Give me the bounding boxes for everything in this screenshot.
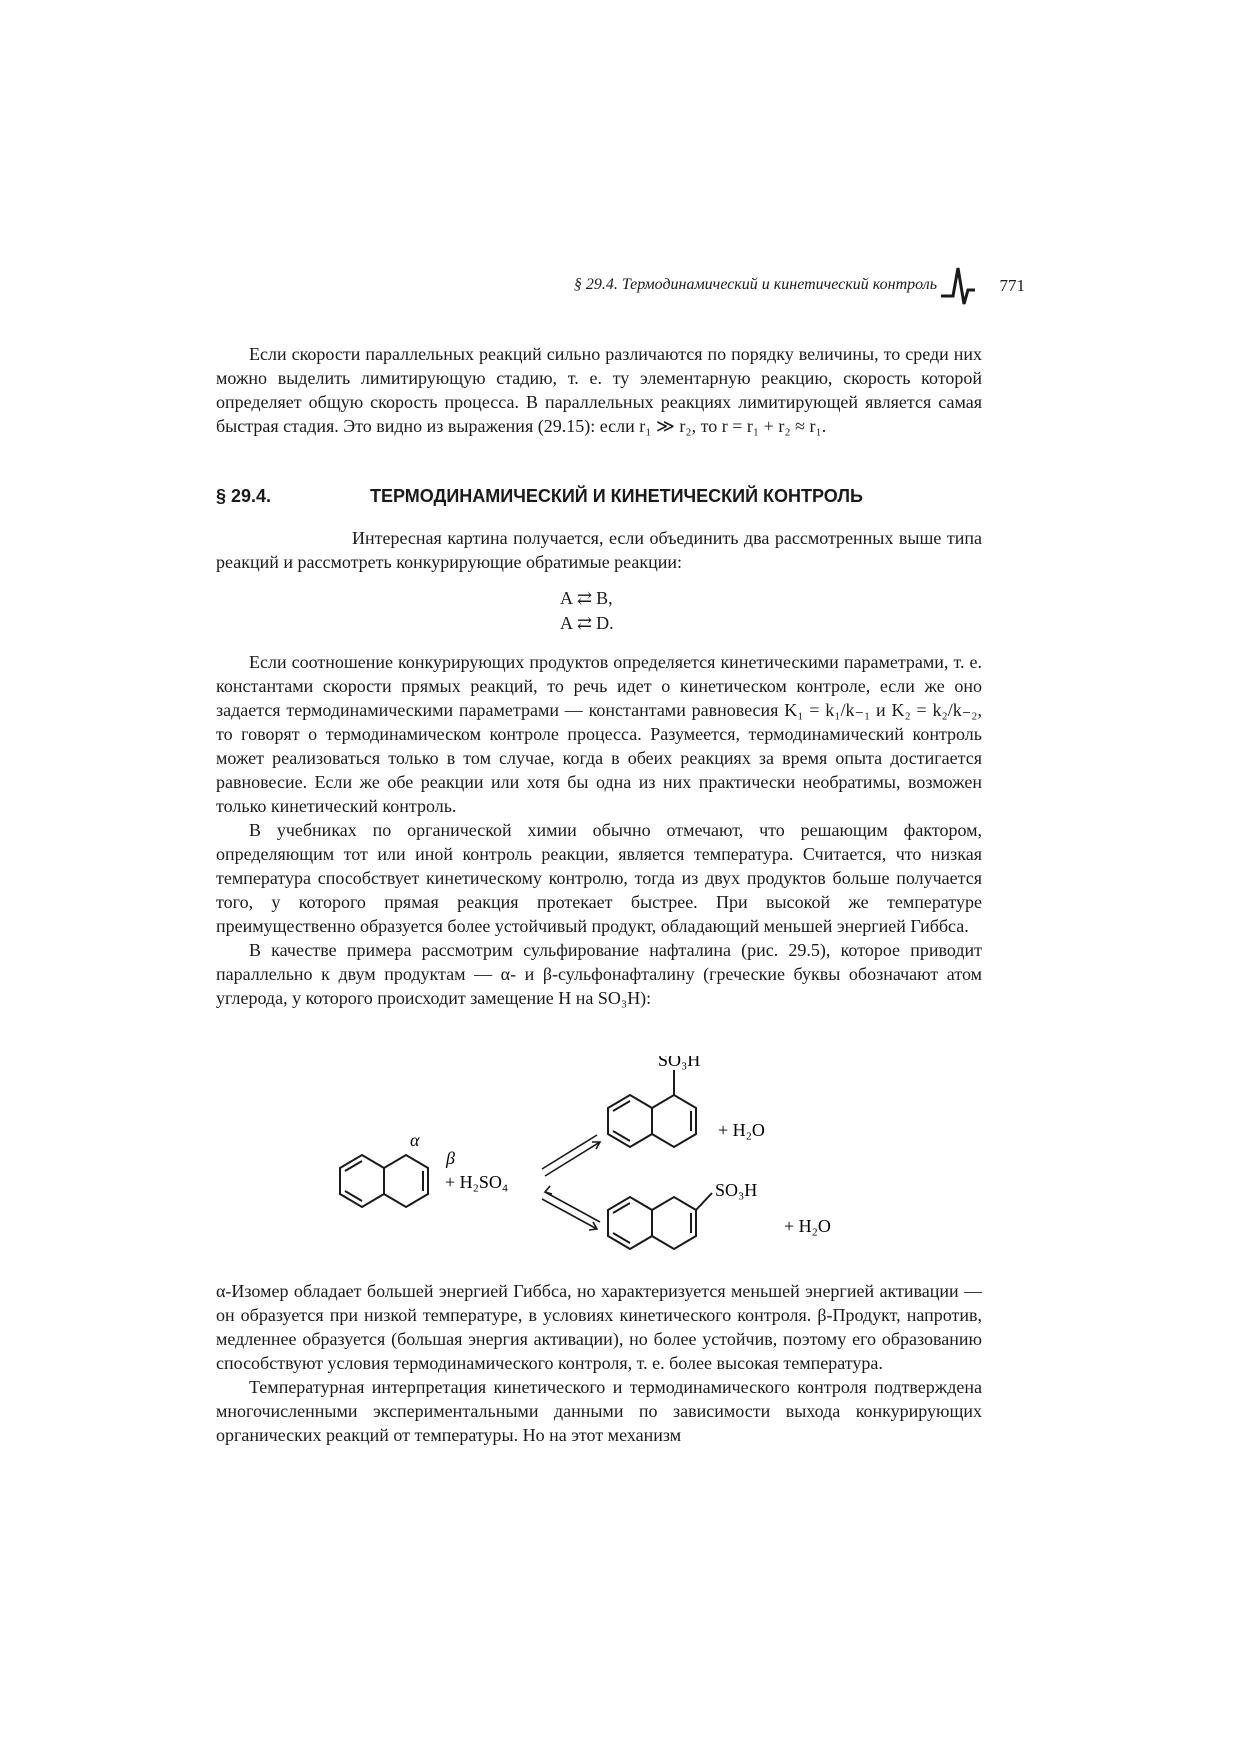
alpha-product-structure [608, 1070, 696, 1147]
paragraph-2-text: Если соотношение конкурирующих продуктов определяется кинетическими параметрами, т. е. константами скорости прямых реакций, то речь идет о кинетическом контроле, если же оно задается термодинамическими параметрами — константами равновесия K₁ = k₁/k₋₁ и K₂ = k₂/k₋₂, то говорят о термодинамическом контроле процесса. Разумеется, термодинамический контроль может реализоваться только в том случае, когда в обеих реакциях за время опыта достигается равновесие. Если же обе реакции или хотя бы одна из них практически необратимы, возможен только кинетический контроль. [216, 652, 982, 816]
reaction-scheme-drawing [310, 1056, 870, 1276]
paragraph-1-text: Если скорости параллельных реакций сильно различаются по порядку величины, то среди них можно выделить лимитирующую стадию, т. е. ту элементарную реакцию, скорость которой определяет общую скорость процесса. В параллельных реакциях лимитирующей является самая быстрая стадия. Это видно из выражения (29.15): если r₁ ≫ r₂, то r = r₁ + r₂ ≈ r₁. [216, 344, 982, 436]
equation-a-d [560, 613, 614, 634]
running-title: § 29.4. Термодинамический и кинетический контроль [573, 276, 937, 293]
page-number: 771 [999, 276, 1025, 295]
equation-a-b [560, 588, 613, 609]
paragraph-4-text: В качестве примера рассмотрим сульфирование нафталина (рис. 29.5), которое приводит параллельно к двум продуктам — α- и β-сульфонафталину (греческие буквы обозначают атом углерода, у которого происходит замещение H на SO₃H): [216, 940, 982, 1008]
so3h-beta-label: SO₃H [715, 1180, 758, 1200]
paragraph-3-text: В учебниках по органической химии обычно отмечают, что решающим фактором, определяющим тот или иной контроль реакции, является температура. Считается, что низкая температура способствует кинетическому контролю, тогда из двух продуктов больше получается того, у которого прямая реакция протекает быстрее. При высокой же температуре преимущественно образуется более устойчивый продукт, обладающий меньшей энергией Гиббса. [216, 820, 982, 936]
eq1-right: B, [596, 588, 613, 608]
so3h-alpha-label: SO₃H [658, 1056, 701, 1070]
reagent-label: + H₂SO₄ [445, 1172, 509, 1192]
alpha-label: α [410, 1130, 420, 1150]
beta-label: β [446, 1148, 455, 1168]
equilibrium-arrow-icon: ⇄ [577, 613, 593, 633]
section-heading [216, 486, 996, 512]
intro-paragraph [216, 526, 982, 574]
naphthalene-structure [340, 1155, 428, 1207]
after-scheme-block [216, 1279, 982, 1447]
equilibrium-arrow-icon: ⇄ [577, 588, 593, 608]
eq2-right: D. [596, 613, 614, 633]
sulfonation-scheme [310, 1056, 870, 1276]
eq2-left: A [560, 613, 573, 633]
main-text-block [216, 650, 982, 1010]
eq1-left: A [560, 588, 573, 608]
paragraph-6-text: Температурная интерпретация кинетического и термодинамического контроля подтверждена многочисленными экспериментальными данными по зависимости выхода конкурирующих органических реакций от температуры. Но на этот механизм [216, 1377, 982, 1445]
pulse-icon [939, 266, 977, 306]
beta-product-structure [608, 1193, 712, 1249]
running-header [430, 272, 1025, 308]
intro-text: Интересная картина получается, если объединить два рассмотренных выше типа реакций и рассмотреть конкурирующие обратимые реакции: [216, 528, 982, 572]
water-top-label: + H₂O [718, 1120, 765, 1140]
section-number: § 29.4. [216, 486, 272, 506]
equilibrium-arrows [542, 1135, 600, 1230]
paragraph-5-text: α-Изомер обладает большей энергией Гиббса, но характеризуется меньшей энергией активации — он образуется при низкой температуре, в условиях кинетического контроля. β-Продукт, напротив, медленнее образуется (большая энергия активации), но более устойчив, поэтому его образованию способствуют условия термодинамического контроля, т. е. более высокая температура. [216, 1281, 982, 1373]
paragraph-limiting-stage [216, 342, 982, 438]
section-title: ТЕРМОДИНАМИЧЕСКИЙ И КИНЕТИЧЕСКИЙ КОНТРОЛЬ [370, 486, 863, 506]
water-bottom-label: + H₂O [784, 1216, 831, 1236]
